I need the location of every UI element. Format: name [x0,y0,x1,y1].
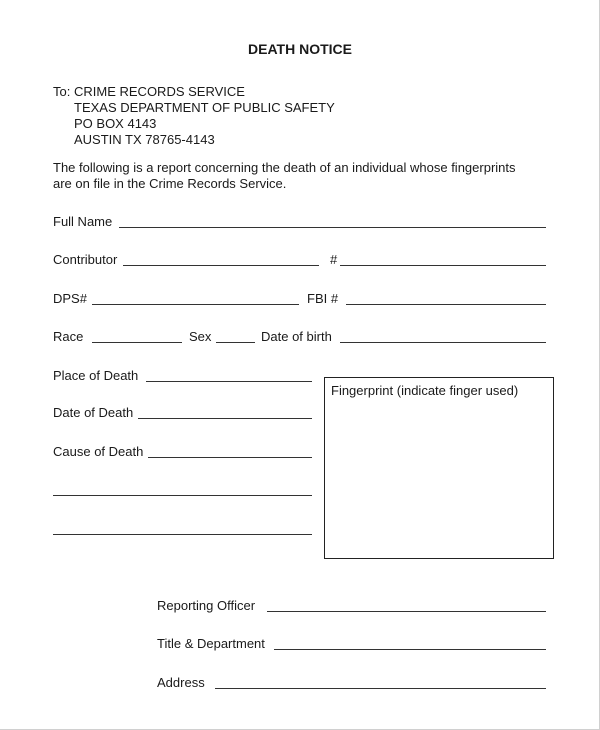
dps-label: DPS# [53,291,87,306]
sex-field[interactable] [216,342,255,343]
sex-label: Sex [189,329,212,344]
title-department-field[interactable] [274,649,546,650]
dps-field[interactable] [92,304,299,305]
dob-field[interactable] [340,342,546,343]
cause-of-death-label: Cause of Death [53,444,144,459]
recipient-line: TEXAS DEPARTMENT OF PUBLIC SAFETY [74,100,335,115]
page-title: DEATH NOTICE [248,41,352,57]
full-name-field[interactable] [119,227,546,228]
reporting-officer-field[interactable] [267,611,546,612]
cause-of-death-field[interactable] [148,457,312,458]
dob-label: Date of birth [261,329,332,344]
title-department-label: Title & Department [157,636,265,651]
fbi-field[interactable] [346,304,546,305]
blank-line-field[interactable] [53,534,312,535]
address-label: Address [157,675,205,690]
date-of-death-field[interactable] [138,418,312,419]
blank-line-field[interactable] [53,495,312,496]
recipient-line: PO BOX 4143 [74,116,157,131]
to-prefix: To: [53,84,71,99]
fingerprint-label: Fingerprint (indicate finger used) [331,383,519,398]
intro-line: The following is a report concerning the death of an individual whose fingerprints [53,160,516,175]
fingerprint-box[interactable] [324,377,554,559]
contributor-field[interactable] [123,265,319,266]
full-name-label: Full Name [53,214,113,229]
contributor-number-label: # [330,252,338,267]
fbi-label: FBI # [307,291,339,306]
address-field[interactable] [215,688,546,689]
contributor-number-field[interactable] [340,265,546,266]
place-of-death-label: Place of Death [53,368,139,383]
race-field[interactable] [92,342,182,343]
race-label: Race [53,329,84,344]
place-of-death-field[interactable] [146,381,312,382]
reporting-officer-label: Reporting Officer [157,598,256,613]
recipient-line: AUSTIN TX 78765-4143 [74,132,215,147]
recipient-line: CRIME RECORDS SERVICE [74,84,245,99]
intro-line: are on file in the Crime Records Service. [53,176,287,191]
contributor-label: Contributor [53,252,118,267]
date-of-death-label: Date of Death [53,405,134,420]
